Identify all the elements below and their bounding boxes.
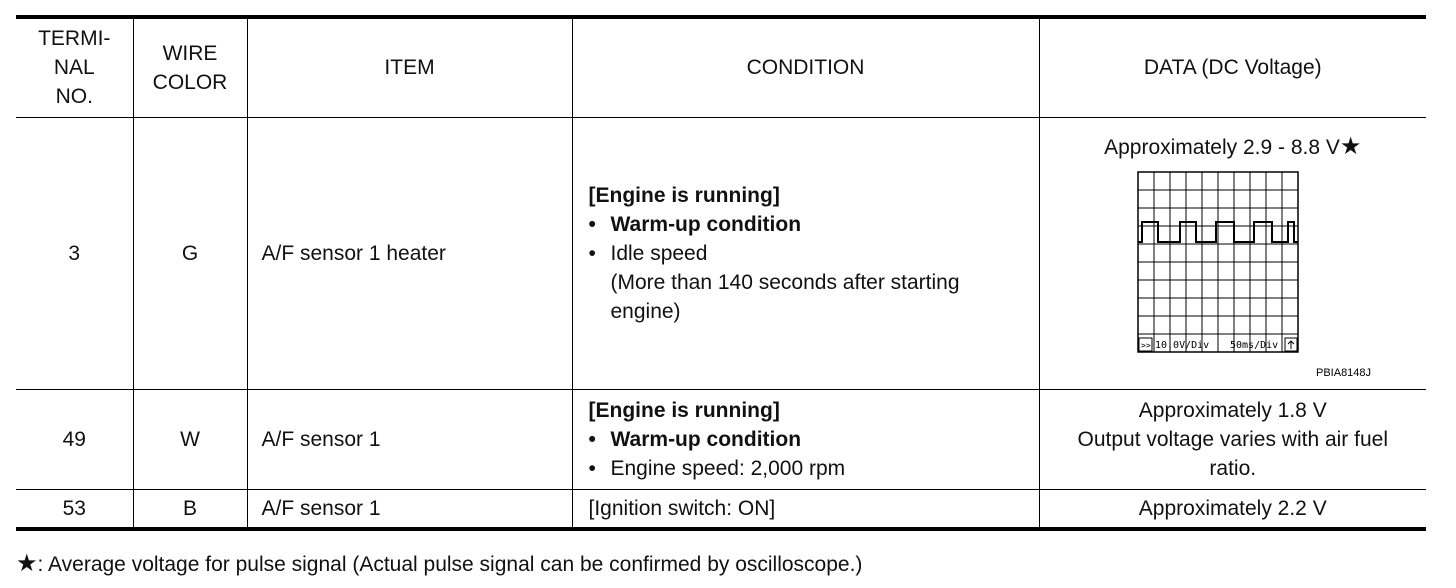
header-condition: CONDITION bbox=[572, 17, 1039, 117]
condition-text: Idle speed bbox=[610, 241, 708, 265]
scope-volt-div: 10.0V/Div bbox=[1154, 339, 1209, 351]
terminal-cell: 3 bbox=[16, 117, 133, 389]
data-text: Approximately 1.8 V bbox=[1138, 398, 1327, 422]
scope-marker: >> bbox=[1140, 340, 1151, 350]
data-cell bbox=[1039, 117, 1426, 389]
wire-color-cell: W bbox=[133, 389, 247, 489]
condition-continuation: engine) bbox=[610, 299, 681, 323]
condition-text: Warm-up condition bbox=[610, 427, 802, 451]
bullet-glyph: • bbox=[588, 456, 596, 480]
item-cell: A/F sensor 1 bbox=[247, 389, 572, 489]
data-cell: Approximately 2.2 V bbox=[1039, 489, 1426, 529]
header-wire-color bbox=[133, 17, 247, 117]
data-text: Output voltage varies with air fuel bbox=[1077, 427, 1388, 451]
terminal-cell: 49 bbox=[16, 389, 133, 489]
footnote bbox=[16, 549, 862, 578]
data-value bbox=[1048, 132, 1419, 162]
header-terminal-line1: TERMI- bbox=[38, 27, 111, 51]
condition-text: Engine speed: 2,000 rpm bbox=[610, 456, 846, 480]
table-row bbox=[16, 117, 1426, 389]
data-text: Approximately 2.9 - 8.8 V bbox=[1104, 135, 1340, 159]
data-text: ratio. bbox=[1209, 456, 1257, 480]
table-row bbox=[16, 389, 1426, 489]
condition-title: [Engine is running] bbox=[588, 183, 780, 207]
header-wire-line2: COLOR bbox=[152, 70, 228, 94]
condition-bullet bbox=[589, 454, 1031, 483]
header-row bbox=[16, 17, 1426, 117]
header-item: ITEM bbox=[247, 17, 572, 117]
data-cell bbox=[1039, 389, 1426, 489]
header-terminal-line3: NO. bbox=[55, 85, 93, 109]
bullet-glyph: • bbox=[588, 241, 596, 265]
condition-bullet bbox=[589, 239, 1031, 268]
oscilloscope-graph bbox=[1088, 162, 1378, 380]
condition-cell bbox=[572, 117, 1039, 389]
table-row bbox=[16, 489, 1426, 529]
header-data: DATA (DC Voltage) bbox=[1039, 17, 1426, 117]
terminal-cell: 53 bbox=[16, 489, 133, 529]
wire-color-cell: G bbox=[133, 117, 247, 389]
oscilloscope-waveform bbox=[1088, 162, 1378, 388]
star-icon: ★ bbox=[16, 550, 38, 577]
bullet-glyph: • bbox=[588, 427, 596, 451]
header-terminal bbox=[16, 17, 133, 117]
condition-bullet bbox=[589, 425, 1031, 454]
item-cell: A/F sensor 1 heater bbox=[247, 117, 572, 389]
item-cell: A/F sensor 1 bbox=[247, 489, 572, 529]
scope-time-div: 50ms/Div bbox=[1229, 339, 1278, 351]
footnote-text: : Average voltage for pulse signal (Actual pulse signal can be confirmed by oscilloscope.) bbox=[37, 553, 863, 576]
condition-cell bbox=[572, 389, 1039, 489]
header-terminal-line2: NAL bbox=[53, 56, 95, 80]
figure-code: PBIA8148J bbox=[1315, 366, 1371, 379]
star-icon: ★ bbox=[1339, 132, 1362, 160]
wire-color-cell: B bbox=[133, 489, 247, 529]
condition-title: [Ignition switch: ON] bbox=[572, 489, 1039, 529]
terminal-data-table bbox=[16, 15, 1426, 531]
condition-bullet bbox=[589, 210, 1031, 239]
condition-title: [Engine is running] bbox=[588, 398, 780, 422]
bullet-glyph: • bbox=[588, 212, 596, 236]
condition-text: Warm-up condition bbox=[610, 212, 802, 236]
header-wire-line1: WIRE bbox=[162, 41, 218, 65]
condition-continuation: (More than 140 seconds after starting bbox=[610, 270, 960, 294]
